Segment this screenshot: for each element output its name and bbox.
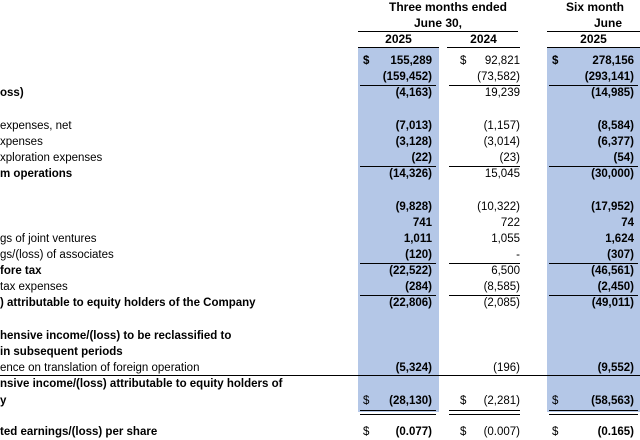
value-six-2025: (58,563) — [591, 395, 634, 407]
total-rule-six-2025 — [549, 410, 638, 415]
currency-six-2025: $ — [552, 395, 559, 407]
value-2024: 15,045 — [484, 168, 520, 180]
value-six-2025: (307) — [607, 249, 634, 261]
row-label: ted earnings/(loss) per share — [0, 426, 158, 438]
value-six-2025: (2,450) — [597, 281, 634, 293]
value-2025: (5,324) — [395, 362, 432, 374]
currency-2024: $ — [460, 395, 467, 407]
row-label: tax expenses — [0, 281, 68, 293]
header-rule-six-2025 — [547, 47, 640, 48]
value-2024: (10,322) — [477, 201, 520, 213]
row-revenue — [0, 53, 640, 69]
value-six-2025: (293,141) — [584, 71, 634, 83]
row-oci-heading-1 — [0, 328, 640, 344]
row-label: gs/(loss) of associates — [0, 249, 114, 261]
row-label: xpenses — [0, 136, 43, 148]
row-total-comprehensive-heading — [0, 376, 640, 392]
row-cost-of-sales — [0, 69, 640, 85]
row-net-loss — [0, 295, 640, 311]
value-2024: (3,014) — [483, 136, 520, 148]
value-2025: (28,130) — [389, 395, 432, 407]
value-six-2025: 74 — [621, 217, 634, 229]
row-finance-income — [0, 215, 640, 231]
header-year-2025: 2025 — [385, 32, 412, 46]
row-exploration-expenses — [0, 150, 640, 166]
value-2025: (22,522) — [389, 265, 432, 277]
value-2024: 6,500 — [491, 265, 520, 277]
total-rule-2025 — [360, 410, 436, 415]
value-2024: (0.007) — [483, 426, 520, 438]
row-label: ) attributable to equity holders of the Company — [0, 297, 256, 309]
row-label: y — [0, 395, 7, 407]
row-joint-ventures — [0, 231, 640, 247]
value-2025: (14,326) — [389, 168, 432, 180]
row-income-tax — [0, 279, 640, 295]
value-2025: (9,828) — [395, 201, 432, 213]
value-six-2025: (8,584) — [597, 120, 634, 132]
value-2024: (1,157) — [483, 120, 520, 132]
value-2025: (159,452) — [382, 71, 432, 83]
value-2024: (73,582) — [477, 71, 520, 83]
value-2025: (7,013) — [395, 120, 432, 132]
value-six-2025: (6,377) — [597, 136, 634, 148]
row-associates — [0, 247, 640, 263]
row-earnings-per-share — [0, 424, 640, 440]
value-2024: 92,821 — [484, 55, 520, 67]
value-2025: (22,806) — [389, 297, 432, 309]
value-2024: (196) — [493, 362, 520, 374]
value-six-2025: (54) — [613, 152, 634, 164]
row-label: nsive income/(loss) attributable to equity holders of — [0, 378, 283, 390]
row-finance-costs — [0, 199, 640, 215]
header-three-months: Three months ended — [388, 0, 507, 14]
row-label: oss) — [0, 87, 24, 99]
row-gross-profit — [0, 85, 640, 101]
header-june: June — [594, 16, 623, 30]
value-2024: 19,239 — [484, 87, 520, 99]
header-june30: June 30, — [413, 16, 463, 30]
currency-2025: $ — [363, 426, 370, 438]
row-admin-expenses — [0, 134, 640, 150]
row-translation-difference — [0, 360, 640, 376]
header-six-months: Six month — [566, 0, 625, 14]
value-2024: (8,585) — [483, 281, 520, 293]
value-six-2025: (49,011) — [591, 297, 634, 309]
value-2025: (22) — [411, 152, 432, 164]
value-2025: (3,128) — [395, 136, 432, 148]
value-2025: 1,011 — [403, 233, 432, 245]
value-2025: (0.077) — [395, 426, 432, 438]
value-six-2025: (46,561) — [591, 265, 634, 277]
currency-six-2025: $ — [552, 426, 559, 438]
value-2024: 722 — [500, 217, 520, 229]
row-oci-heading-2 — [0, 344, 640, 360]
value-2024: (23) — [499, 152, 520, 164]
row-operations-result — [0, 166, 640, 182]
row-label: m operations — [0, 168, 73, 180]
row-label: hensive income/(loss) to be reclassified to — [0, 330, 232, 342]
row-label: in subsequent periods — [0, 346, 123, 358]
value-six-2025: (9,552) — [597, 362, 634, 374]
row-label: xploration expenses — [0, 152, 103, 164]
value-2025: 741 — [412, 217, 432, 229]
value-2025: (4,163) — [395, 87, 432, 99]
value-six-2025: (30,000) — [591, 168, 634, 180]
currency-six-2025: $ — [552, 55, 559, 67]
currency-2025: $ — [363, 55, 370, 67]
value-2024: - — [516, 249, 520, 261]
currency-2024: $ — [460, 55, 467, 67]
total-rule-2024 — [449, 410, 520, 415]
row-label: fore tax — [0, 265, 42, 277]
row-label: gs of joint ventures — [0, 233, 97, 245]
row-loss-before-tax — [0, 263, 640, 279]
value-six-2025: 1,624 — [605, 233, 634, 245]
header-rule-2024 — [447, 47, 520, 48]
currency-2024: $ — [460, 426, 467, 438]
header-six-year-2025: 2025 — [580, 32, 607, 46]
value-six-2025: (0.165) — [597, 426, 634, 438]
value-2024: (2,085) — [483, 297, 520, 309]
value-2025: (284) — [405, 281, 432, 293]
value-six-2025: (14,985) — [591, 87, 634, 99]
value-six-2025: (17,952) — [591, 201, 634, 213]
row-other-expenses — [0, 118, 640, 134]
row-label: expenses, net — [0, 120, 72, 132]
value-2024: (2,281) — [483, 395, 520, 407]
value-2025: 155,289 — [390, 55, 432, 67]
row-total-comprehensive — [0, 393, 640, 409]
row-label: ence on translation of foreign operation — [0, 362, 200, 374]
header-year-2024: 2024 — [470, 32, 497, 46]
header-rule-2025 — [358, 47, 439, 48]
currency-2025: $ — [363, 395, 370, 407]
value-2025: (120) — [405, 249, 432, 261]
value-six-2025: 278,156 — [592, 55, 634, 67]
value-2024: 1,055 — [491, 233, 520, 245]
